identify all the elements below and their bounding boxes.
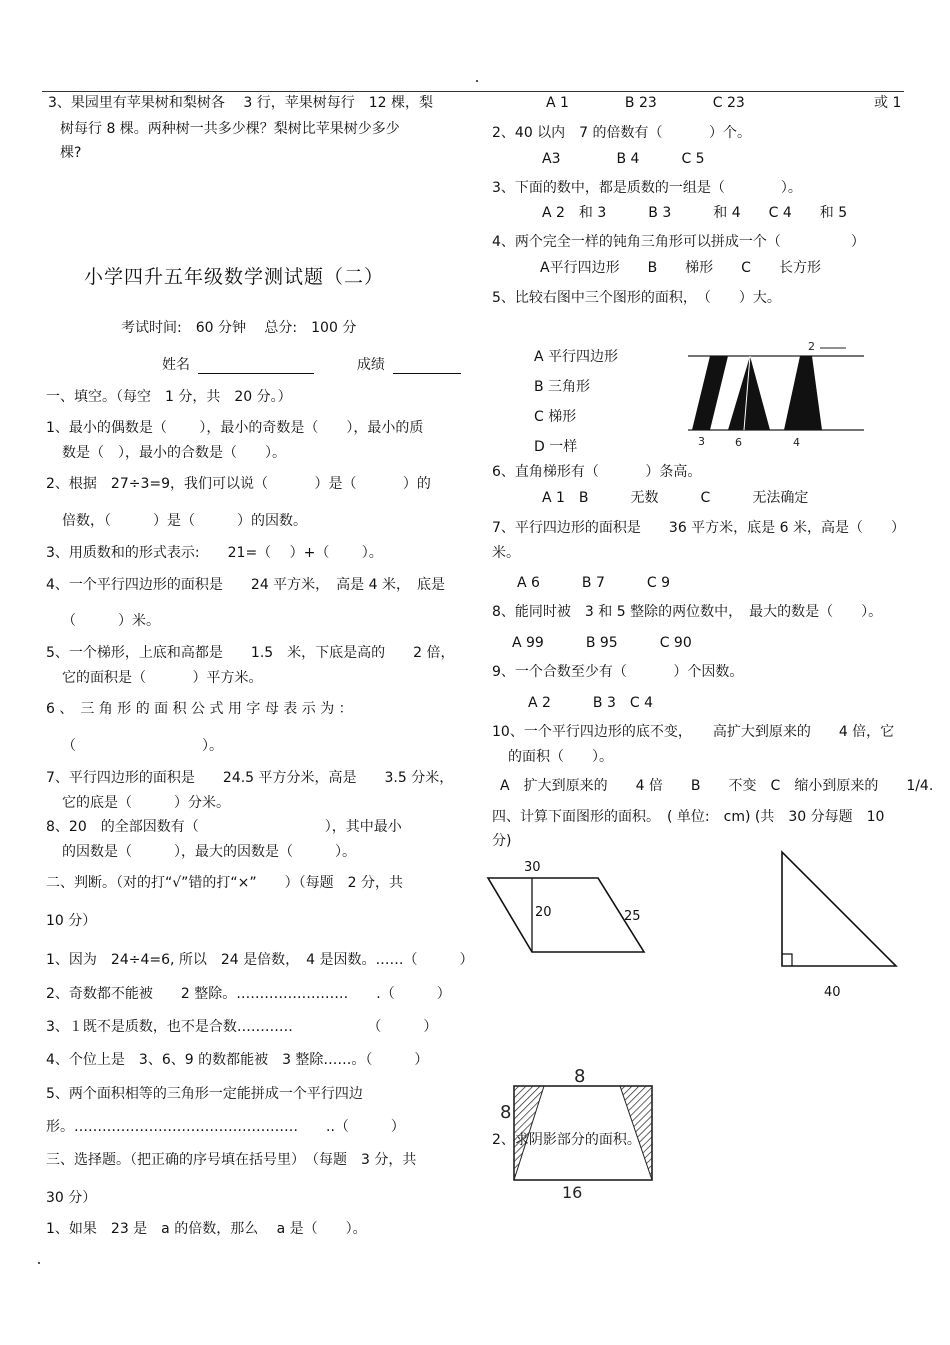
choice-q4-options: A平行四边形 B 梯形 C 长方形: [540, 260, 821, 276]
fill-q6-a: 6 、 三 角 形 的 面 积 公 式 用 字 母 表 示 为 ：: [46, 701, 353, 717]
choice-q1-options-tail: 或 1: [874, 95, 902, 111]
name-blank: [198, 359, 314, 374]
fill-q5-a: 5、一个梯形，上底和高都是 1.5 米，下底是高的 2 倍，: [46, 645, 455, 661]
three-shapes-figure: [686, 338, 866, 450]
fill-q8-b: 的因数是（ ），最大的因数是（ ）。: [62, 844, 356, 860]
choice-q7-b: 米。: [492, 545, 520, 561]
choice-q7-a: 7、平行四边形的面积是 36 平方米，底是 6 米，高是（ ）: [492, 520, 905, 536]
choice-q10-options: A 扩大到原来的 4 倍 B 不变 C 缩小到原来的 1/4.: [500, 778, 934, 794]
choice-q1: 1、如果 23 是 a 的倍数，那么 a 是（ ）。: [46, 1221, 367, 1237]
footer-dot: [38, 1262, 40, 1264]
q2-shaded-area: 2、求阴影部分的面积。: [492, 1132, 641, 1148]
judge-q4: 4、个位上是 3、6、9 的数都能被 3 整除……。（ ）: [46, 1052, 429, 1068]
section1-heading: 一、填空。（每空 1 分，共 20 分。）: [46, 389, 292, 405]
header-rule: [42, 91, 904, 92]
choice-q2-options: A3 B 4 C 5: [542, 151, 705, 167]
choice-q6-options: A 1 B 无数 C 无法确定: [542, 490, 809, 506]
name-label: 姓名: [162, 357, 190, 373]
choice-q5-opt-b: B 三角形: [534, 379, 591, 395]
choice-q8-options: A 99 B 95 C 90: [512, 635, 692, 651]
page-title: 小学四升五年级数学测试题（二）: [84, 266, 385, 288]
choice-q4: 4、两个完全一样的钝角三角形可以拼成一个（ ）: [492, 234, 865, 250]
tri-base-label: 40: [824, 985, 841, 1000]
fill-q1-a: 1、最小的偶数是（ ），最小的奇数是（ ），最小的质: [46, 420, 424, 436]
choice-q9: 9、一个合数至少有（ ）个因数。: [492, 664, 744, 680]
judge-q1: 1、因为 24÷4=6, 所以 24 是倍数， 4 是因数。……（ ）: [46, 952, 474, 968]
score-blank: [393, 359, 461, 374]
para-height-label: 20: [535, 905, 552, 920]
trap-top-label: 8: [574, 1066, 586, 1087]
fill-q5-b: 它的面积是（ ）平方米。: [62, 670, 263, 686]
judge-q2: 2、奇数都不能被 2 整除。…………………… .（ ）: [46, 986, 451, 1002]
header-dot: [476, 80, 478, 82]
fill-q4-b: （ ）米。: [62, 613, 160, 629]
parallelogram-figure: [484, 856, 654, 960]
left-q3-line1: 3、果园里有苹果树和梨树各 3 行，苹果树每行 12 棵，梨: [48, 95, 433, 111]
fill-q2-a: 2、根据 27÷3=9，我们可以说（ ）是（ ）的: [46, 476, 431, 492]
fill-q3: 3、用质数和的形式表示: 21=（ ）+（ ）。: [46, 545, 383, 561]
choice-q3: 3、下面的数中，都是质数的一组是（ ）。: [492, 180, 802, 196]
section4-heading-a: 四、计算下面图形的面积。 ( 单位: cm) (共 30 分每题 10: [492, 809, 885, 825]
choice-q5-opt-d: D 一样: [534, 439, 578, 455]
section3-heading-a: 三、选择题。（把正确的序号填在括号里） （每题 3 分，共: [46, 1152, 417, 1168]
fill-q7-a: 7、平行四边形的面积是 24.5 平方分米，高是 3.5 分米，: [46, 770, 454, 786]
choice-q5-opt-a: A 平行四边形: [534, 349, 619, 365]
bars-bottom-label-2: 6: [735, 436, 742, 449]
fill-q7-b: 它的底是（ ）分米。: [62, 795, 230, 811]
choice-q1-options: A 1 B 23 C 23: [546, 95, 745, 111]
trap-left-label: 8: [500, 1102, 512, 1123]
trap-bottom-label: 16: [562, 1183, 583, 1202]
fill-q1-b: 数是（ ），最小的合数是（ ）。: [62, 445, 286, 461]
bars-top-label: 2: [808, 340, 815, 353]
fill-q8-a: 8、20 的全部因数有（ ），其中最小: [46, 819, 402, 835]
choice-q6: 6、直角梯形有（ ）条高。: [492, 464, 702, 480]
choice-q10-b: 的面积（ ）。: [508, 749, 613, 765]
para-top-label: 30: [524, 860, 541, 875]
choice-q9-options: A 2 B 3 C 4: [528, 695, 654, 711]
para-side-label: 25: [624, 909, 641, 924]
trapezoid-shape: [784, 356, 822, 430]
fill-q4-a: 4、一个平行四边形的面积是 24 平方米， 高是 4 米， 底是: [46, 577, 445, 593]
right-triangle-figure: [776, 848, 906, 1000]
choice-q5: 5、比较右图中三个图形的面积， （ ）大。: [492, 290, 781, 306]
judge-q5-a: 5、两个面积相等的三角形一定能拼成一个平行四边: [46, 1086, 363, 1102]
choice-q3-options: A 2 和 3 B 3 和 4 C 4 和 5: [542, 205, 848, 221]
judge-q3: 3、１既不是质数，也不是合数………… （ ）: [46, 1019, 438, 1035]
fill-q6-b: （ ）。: [62, 738, 223, 754]
bars-bottom-label-1: 3: [698, 435, 705, 448]
choice-q7-options: A 6 B 7 C 9: [517, 575, 671, 591]
choice-q10-a: 10、一个平行四边形的底不变， 高扩大到原来的 4 倍，它: [492, 724, 895, 740]
judge-q5-b: 形。………………………………………… ..（ ）: [46, 1119, 405, 1135]
bars-bottom-label-3: 4: [793, 436, 800, 449]
exam-info: 考试时间: 60 分钟 总分: 100 分: [121, 320, 357, 336]
choice-q5-opt-c: C 梯形: [534, 409, 577, 425]
left-q3-line3: 棵?: [60, 145, 82, 161]
choice-q8: 8、能同时被 3 和 5 整除的两位数中， 最大的数是（ ）。: [492, 604, 883, 620]
name-field: [162, 356, 461, 374]
parallelogram-shape: [692, 356, 728, 430]
choice-q2: 2、40 以内 7 的倍数有（ ）个。: [492, 125, 751, 141]
section2-heading-b: 10 分）: [46, 913, 97, 929]
section3-heading-b: 30 分）: [46, 1190, 97, 1206]
left-q3-line2: 树每行 8 棵。两种树一共多少棵？梨树比苹果树少多少: [60, 121, 400, 137]
score-label: 成绩: [356, 357, 385, 373]
section4-heading-b: 分): [492, 833, 512, 849]
fill-q2-b: 倍数，（ ）是（ ）的因数。: [62, 513, 307, 529]
section2-heading-a: 二、判断。（对的打“√”错的打“×” ）（每题 2 分，共: [46, 875, 404, 891]
